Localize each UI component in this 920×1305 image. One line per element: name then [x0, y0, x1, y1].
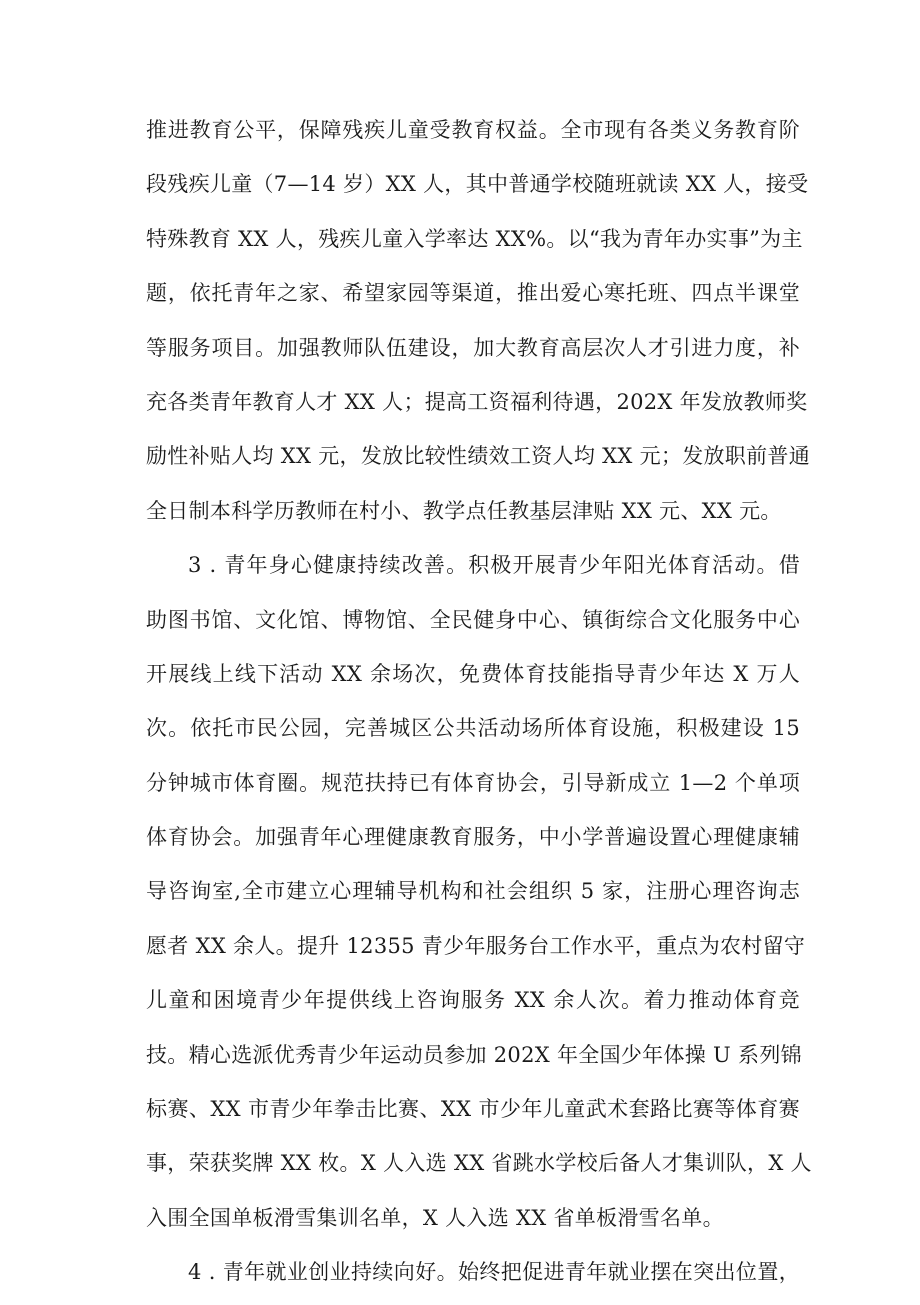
body-text: [146, 108, 812, 1305]
text-line: 题，依托青年之家、希望家园等渠道，推出爱心寒托班、四点半课堂: [146, 281, 800, 306]
section-heading-line: 3 . 青年身心健康持续改善。积极开展青少年阳光体育活动。借: [188, 553, 800, 578]
text-line: 分钟城市体育圈。规范扶持已有体育协会，引导新成立 1—2 个单项: [146, 770, 800, 795]
text-line: 励性补贴人均 XX 元，发放比较性绩效工资人均 XX 元；发放职前普通: [146, 444, 810, 469]
text-line: 全日制本科学历教师在村小、教学点任教基层津贴 XX 元、XX 元。: [146, 498, 782, 523]
text-line: 助图书馆、文化馆、博物馆、全民健身中心、镇街综合文化服务中心: [146, 607, 800, 632]
text-line: 技。精心选派优秀青少年运动员参加 202X 年全国少年体操 U 系列锦: [146, 1042, 802, 1067]
text-line: 愿者 XX 余人。提升 12355 青少年服务台工作水平，重点为农村留守: [146, 933, 806, 958]
text-line: 特殊教育 XX 人，残疾儿童入学率达 XX%。以“我为青年办实事”为主: [146, 226, 803, 251]
text-line: 导咨询室,全市建立心理辅导机构和社会组织 5 家，注册心理咨询志: [146, 879, 800, 904]
text-line: 推进教育公平，保障残疾儿童受教育权益。全市现有各类义务教育阶: [146, 118, 800, 142]
text-line: 儿童和困境青少年提供线上咨询服务 XX 余人次。着力推动体育竞: [146, 988, 800, 1013]
text-line: 标赛、XX 市青少年拳击比赛、XX 市少年儿童武术套路比赛等体育赛: [146, 1097, 800, 1122]
text-line: 开展线上线下活动 XX 余场次，免费体育技能指导青少年达 X 万人: [146, 661, 800, 686]
section-heading-line: 4 . 青年就业创业持续向好。始终把促进青年就业摆在突出位置，: [188, 1260, 800, 1285]
text-line: 次。依托市民公园，完善城区公共活动场所体育设施，积极建设 15: [146, 716, 800, 741]
text-line: 事，荣获奖牌 XX 枚。X 人入选 XX 省跳水学校后备人才集训队，X 人: [146, 1151, 812, 1176]
text-line: 入围全国单板滑雪集训名单，X 人入选 XX 省单板滑雪名单。: [146, 1205, 724, 1230]
text-line: 体育协会。加强青年心理健康教育服务，中小学普遍设置心理健康辅: [146, 825, 800, 850]
text-line: 充各类青年教育人才 XX 人；提高工资福利待遇，202X 年发放教师奖: [146, 389, 808, 414]
text-line: 段残疾儿童（7—14 岁）XX 人，其中普通学校随班就读 XX 人，接受: [146, 172, 809, 197]
text-line: 等服务项目。加强教师队伍建设，加大教育高层次人才引进力度，补: [146, 335, 800, 360]
